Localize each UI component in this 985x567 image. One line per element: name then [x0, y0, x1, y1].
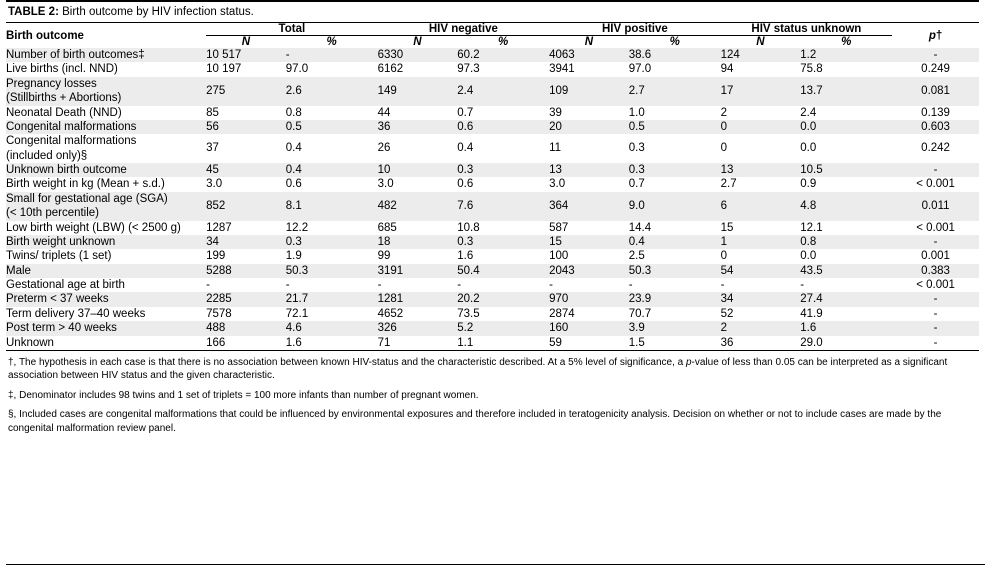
cell-p-value: 0.242: [892, 134, 979, 163]
row-label: Birth weight unknown: [6, 235, 206, 249]
cell-hivunk-n: 2: [721, 106, 801, 120]
cell-hivunk-n: 34: [721, 292, 801, 306]
table-row: [6, 48, 979, 62]
cell-hivpos-n: 15: [549, 235, 629, 249]
cell-hivunk-n: 54: [721, 264, 801, 278]
cell-hivpos-pct: 38.6: [629, 48, 721, 62]
cell-p-value: < 0.001: [892, 177, 979, 191]
cell-hivneg-pct: 97.3: [457, 62, 549, 76]
cell-hivneg-n: 44: [378, 106, 458, 120]
header-group-hiv-positive: HIV positive: [549, 23, 721, 36]
cell-hivneg-n: 18: [378, 235, 458, 249]
cell-p-value: 0.001: [892, 249, 979, 263]
cell-p-value: -: [892, 292, 979, 306]
table-row: [6, 77, 979, 106]
cell-hivpos-pct: -: [629, 278, 721, 292]
cell-total-n: 7578: [206, 307, 286, 321]
cell-hivpos-n: -: [549, 278, 629, 292]
cell-hivneg-pct: 50.4: [457, 264, 549, 278]
row-label: Live births (incl. NND): [6, 62, 206, 76]
cell-hivunk-n: -: [721, 278, 801, 292]
cell-total-pct: 4.6: [286, 321, 378, 335]
cell-total-n: 488: [206, 321, 286, 335]
header-birth-outcome: Birth outcome: [6, 29, 84, 42]
table-row: [6, 278, 979, 292]
cell-p-value: -: [892, 48, 979, 62]
table-row: [6, 177, 979, 191]
row-label: Term delivery 37–40 weeks: [6, 307, 206, 321]
cell-total-pct: 0.4: [286, 134, 378, 163]
cell-hivunk-pct: 10.5: [800, 163, 892, 177]
cell-total-n: 2285: [206, 292, 286, 306]
bottom-rule: [6, 564, 985, 565]
cell-hivpos-n: 587: [549, 221, 629, 235]
cell-hivneg-n: 1281: [378, 292, 458, 306]
cell-hivpos-pct: 0.4: [629, 235, 721, 249]
cell-total-n: -: [206, 278, 286, 292]
cell-hivunk-n: 0: [721, 249, 801, 263]
cell-total-n: 56: [206, 120, 286, 134]
footnote-dagger: †, The hypothesis in each case is that there is no association between known HIV-status and the characteristic described. At a 5% level of significance, a p-value of less than 0.05 can be interpreted as a significant association between HIV status and the given characteristic.: [8, 356, 948, 382]
cell-total-n: 3.0: [206, 177, 286, 191]
cell-hivunk-pct: 75.8: [800, 62, 892, 76]
cell-p-value: 0.603: [892, 120, 979, 134]
row-label: Twins/ triplets (1 set): [6, 249, 206, 263]
cell-hivunk-n: 52: [721, 307, 801, 321]
cell-hivneg-pct: 0.4: [457, 134, 549, 163]
footnote-section: §, Included cases are congenital malformations that could be influenced by environmental exposures and therefore included in teratogenicity analysis. Decision on whether or not to include cases are made by the congenital malformation review panel.: [8, 409, 942, 434]
cell-hivpos-n: 2874: [549, 307, 629, 321]
cell-hivunk-pct: 29.0: [800, 336, 892, 350]
table-row: [6, 336, 979, 350]
cell-hivneg-n: 36: [378, 120, 458, 134]
row-label: Congenital malformations (included only)§: [6, 134, 206, 163]
row-label: Number of birth outcomes‡: [6, 48, 206, 62]
header-group-row: [6, 23, 979, 36]
subheader-hivneg-n: N: [413, 36, 422, 48]
cell-hivneg-pct: 7.6: [457, 192, 549, 221]
cell-hivpos-n: 2043: [549, 264, 629, 278]
cell-hivneg-n: 3.0: [378, 177, 458, 191]
cell-hivunk-pct: 0.0: [800, 134, 892, 163]
cell-hivpos-pct: 0.7: [629, 177, 721, 191]
cell-hivneg-n: 482: [378, 192, 458, 221]
cell-p-value: -: [892, 163, 979, 177]
cell-hivunk-pct: 0.8: [800, 235, 892, 249]
cell-hivunk-pct: 4.8: [800, 192, 892, 221]
subheader-total-n: N: [241, 36, 251, 48]
footnote-double-dagger: ‡, Denominator includes 98 twins and 1 set of triplets = 100 more infants than number of pregnant women.: [8, 389, 479, 401]
cell-hivunk-n: 2.7: [721, 177, 801, 191]
cell-total-pct: 0.6: [286, 177, 378, 191]
header-group-hiv-unknown: HIV status unknown: [721, 23, 893, 36]
cell-hivpos-n: 100: [549, 249, 629, 263]
subheader-hivneg-pct: %: [498, 36, 509, 48]
cell-hivneg-n: 4652: [378, 307, 458, 321]
cell-hivneg-pct: 73.5: [457, 307, 549, 321]
cell-hivpos-pct: 50.3: [629, 264, 721, 278]
cell-total-pct: -: [286, 278, 378, 292]
cell-hivpos-pct: 23.9: [629, 292, 721, 306]
cell-hivpos-pct: 0.5: [629, 120, 721, 134]
cell-hivunk-n: 0: [721, 120, 801, 134]
cell-p-value: 0.011: [892, 192, 979, 221]
cell-hivneg-pct: 0.6: [457, 177, 549, 191]
table-caption: [6, 2, 979, 22]
cell-hivneg-n: 71: [378, 336, 458, 350]
cell-hivneg-pct: 0.7: [457, 106, 549, 120]
cell-hivunk-pct: 13.7: [800, 77, 892, 106]
cell-hivpos-n: 13: [549, 163, 629, 177]
cell-hivpos-n: 3.0: [549, 177, 629, 191]
cell-hivneg-pct: 2.4: [457, 77, 549, 106]
cell-hivpos-pct: 14.4: [629, 221, 721, 235]
table-caption-label: TABLE 2:: [8, 6, 59, 18]
cell-hivpos-n: 59: [549, 336, 629, 350]
cell-hivunk-n: 94: [721, 62, 801, 76]
cell-hivneg-n: 149: [378, 77, 458, 106]
cell-hivneg-n: 685: [378, 221, 458, 235]
cell-hivpos-n: 3941: [549, 62, 629, 76]
row-label: Pregnancy losses (Stillbirths + Abortions): [6, 77, 206, 106]
cell-total-n: 85: [206, 106, 286, 120]
cell-total-n: 199: [206, 249, 286, 263]
subheader-hivunk-pct: %: [841, 36, 852, 48]
cell-total-pct: 0.5: [286, 120, 378, 134]
table-row: [6, 163, 979, 177]
cell-hivpos-n: 160: [549, 321, 629, 335]
cell-p-value: 0.139: [892, 106, 979, 120]
cell-p-value: -: [892, 307, 979, 321]
cell-total-pct: 0.4: [286, 163, 378, 177]
table-row: [6, 106, 979, 120]
cell-total-pct: 12.2: [286, 221, 378, 235]
cell-p-value: < 0.001: [892, 221, 979, 235]
table-row: [6, 307, 979, 321]
row-label: Congenital malformations: [6, 120, 206, 134]
cell-total-pct: 1.6: [286, 336, 378, 350]
cell-hivpos-pct: 1.0: [629, 106, 721, 120]
cell-hivpos-pct: 2.7: [629, 77, 721, 106]
cell-total-n: 10 197: [206, 62, 286, 76]
table-body: [6, 48, 979, 350]
subheader-hivunk-n: N: [756, 36, 765, 48]
cell-total-n: 1287: [206, 221, 286, 235]
cell-hivunk-n: 15: [721, 221, 801, 235]
cell-total-n: 45: [206, 163, 286, 177]
table-row: [6, 321, 979, 335]
cell-hivneg-n: 3191: [378, 264, 458, 278]
table-row: [6, 120, 979, 134]
cell-p-value: -: [892, 336, 979, 350]
cell-p-value: -: [892, 235, 979, 249]
cell-hivneg-n: 6162: [378, 62, 458, 76]
cell-hivunk-pct: 43.5: [800, 264, 892, 278]
cell-hivpos-n: 11: [549, 134, 629, 163]
cell-total-pct: 0.8: [286, 106, 378, 120]
cell-hivpos-pct: 1.5: [629, 336, 721, 350]
subheader-hivpos-pct: %: [669, 36, 680, 48]
cell-p-value: 0.249: [892, 62, 979, 76]
cell-hivpos-n: 39: [549, 106, 629, 120]
cell-hivunk-n: 6: [721, 192, 801, 221]
row-label: Post term > 40 weeks: [6, 321, 206, 335]
row-label: Birth weight in kg (Mean + s.d.): [6, 177, 206, 191]
cell-hivpos-pct: 2.5: [629, 249, 721, 263]
cell-total-pct: 97.0: [286, 62, 378, 76]
cell-p-value: -: [892, 321, 979, 335]
cell-hivunk-n: 2: [721, 321, 801, 335]
cell-hivneg-n: 99: [378, 249, 458, 263]
cell-hivunk-pct: 12.1: [800, 221, 892, 235]
cell-hivunk-pct: 0.0: [800, 249, 892, 263]
cell-hivunk-n: 1: [721, 235, 801, 249]
cell-hivunk-n: 36: [721, 336, 801, 350]
row-label: Neonatal Death (NND): [6, 106, 206, 120]
cell-total-n: 852: [206, 192, 286, 221]
cell-p-value: < 0.001: [892, 278, 979, 292]
table-row: [6, 62, 979, 76]
cell-hivneg-n: -: [378, 278, 458, 292]
cell-hivneg-pct: -: [457, 278, 549, 292]
birth-outcome-table: [6, 23, 979, 350]
cell-hivunk-n: 17: [721, 77, 801, 106]
cell-hivpos-n: 4063: [549, 48, 629, 62]
row-label: Preterm < 37 weeks: [6, 292, 206, 306]
cell-hivpos-n: 970: [549, 292, 629, 306]
cell-hivunk-pct: 27.4: [800, 292, 892, 306]
header-group-hiv-negative: HIV negative: [378, 23, 550, 36]
cell-total-pct: 2.6: [286, 77, 378, 106]
row-label: Male: [6, 264, 206, 278]
cell-hivneg-n: 326: [378, 321, 458, 335]
cell-hivneg-pct: 1.1: [457, 336, 549, 350]
cell-hivneg-pct: 0.3: [457, 163, 549, 177]
cell-hivpos-pct: 3.9: [629, 321, 721, 335]
cell-total-pct: 50.3: [286, 264, 378, 278]
cell-hivunk-pct: -: [800, 278, 892, 292]
cell-hivneg-pct: 0.3: [457, 235, 549, 249]
table-row: [6, 134, 979, 163]
header-group-total: Total: [206, 23, 378, 36]
cell-hivneg-pct: 5.2: [457, 321, 549, 335]
subheader-total-pct: %: [326, 36, 337, 48]
cell-hivunk-pct: 2.4: [800, 106, 892, 120]
table-row: [6, 264, 979, 278]
cell-hivunk-n: 124: [721, 48, 801, 62]
cell-hivunk-pct: 1.2: [800, 48, 892, 62]
cell-hivpos-n: 109: [549, 77, 629, 106]
cell-hivneg-pct: 20.2: [457, 292, 549, 306]
cell-hivneg-pct: 1.6: [457, 249, 549, 263]
cell-hivunk-n: 13: [721, 163, 801, 177]
table-row: [6, 221, 979, 235]
row-label: Low birth weight (LBW) (< 2500 g): [6, 221, 206, 235]
row-label: Unknown birth outcome: [6, 163, 206, 177]
cell-total-pct: -: [286, 48, 378, 62]
cell-hivunk-n: 0: [721, 134, 801, 163]
cell-hivneg-n: 6330: [378, 48, 458, 62]
table-row: [6, 235, 979, 249]
cell-total-n: 10 517: [206, 48, 286, 62]
cell-total-pct: 21.7: [286, 292, 378, 306]
cell-hivneg-pct: 0.6: [457, 120, 549, 134]
row-label: Unknown: [6, 336, 206, 350]
cell-p-value: 0.081: [892, 77, 979, 106]
cell-hivpos-pct: 0.3: [629, 134, 721, 163]
subheader-hivpos-n: N: [584, 36, 594, 48]
cell-hivneg-pct: 60.2: [457, 48, 549, 62]
cell-total-pct: 1.9: [286, 249, 378, 263]
cell-total-pct: 0.3: [286, 235, 378, 249]
cell-total-pct: 8.1: [286, 192, 378, 221]
cell-hivneg-n: 26: [378, 134, 458, 163]
footnotes: [6, 351, 979, 436]
cell-total-n: 34: [206, 235, 286, 249]
cell-hivunk-pct: 0.9: [800, 177, 892, 191]
cell-hivpos-pct: 9.0: [629, 192, 721, 221]
cell-total-pct: 72.1: [286, 307, 378, 321]
cell-hivunk-pct: 1.6: [800, 321, 892, 335]
cell-hivneg-pct: 10.8: [457, 221, 549, 235]
cell-hivunk-pct: 0.0: [800, 120, 892, 134]
table-caption-text: Birth outcome by HIV infection status.: [62, 6, 254, 18]
cell-total-n: 37: [206, 134, 286, 163]
header-p-value: p†: [928, 29, 943, 42]
cell-hivpos-pct: 0.3: [629, 163, 721, 177]
row-label: Gestational age at birth: [6, 278, 206, 292]
cell-hivpos-pct: 97.0: [629, 62, 721, 76]
cell-hivpos-n: 364: [549, 192, 629, 221]
cell-total-n: 166: [206, 336, 286, 350]
table-row: [6, 192, 979, 221]
cell-total-n: 5288: [206, 264, 286, 278]
cell-hivpos-n: 20: [549, 120, 629, 134]
table-row: [6, 292, 979, 306]
cell-p-value: 0.383: [892, 264, 979, 278]
cell-total-n: 275: [206, 77, 286, 106]
cell-hivpos-pct: 70.7: [629, 307, 721, 321]
row-label: Small for gestational age (SGA) (< 10th percentile): [6, 192, 206, 221]
table-head: [6, 23, 979, 48]
table-row: [6, 249, 979, 263]
cell-hivneg-n: 10: [378, 163, 458, 177]
cell-hivunk-pct: 41.9: [800, 307, 892, 321]
